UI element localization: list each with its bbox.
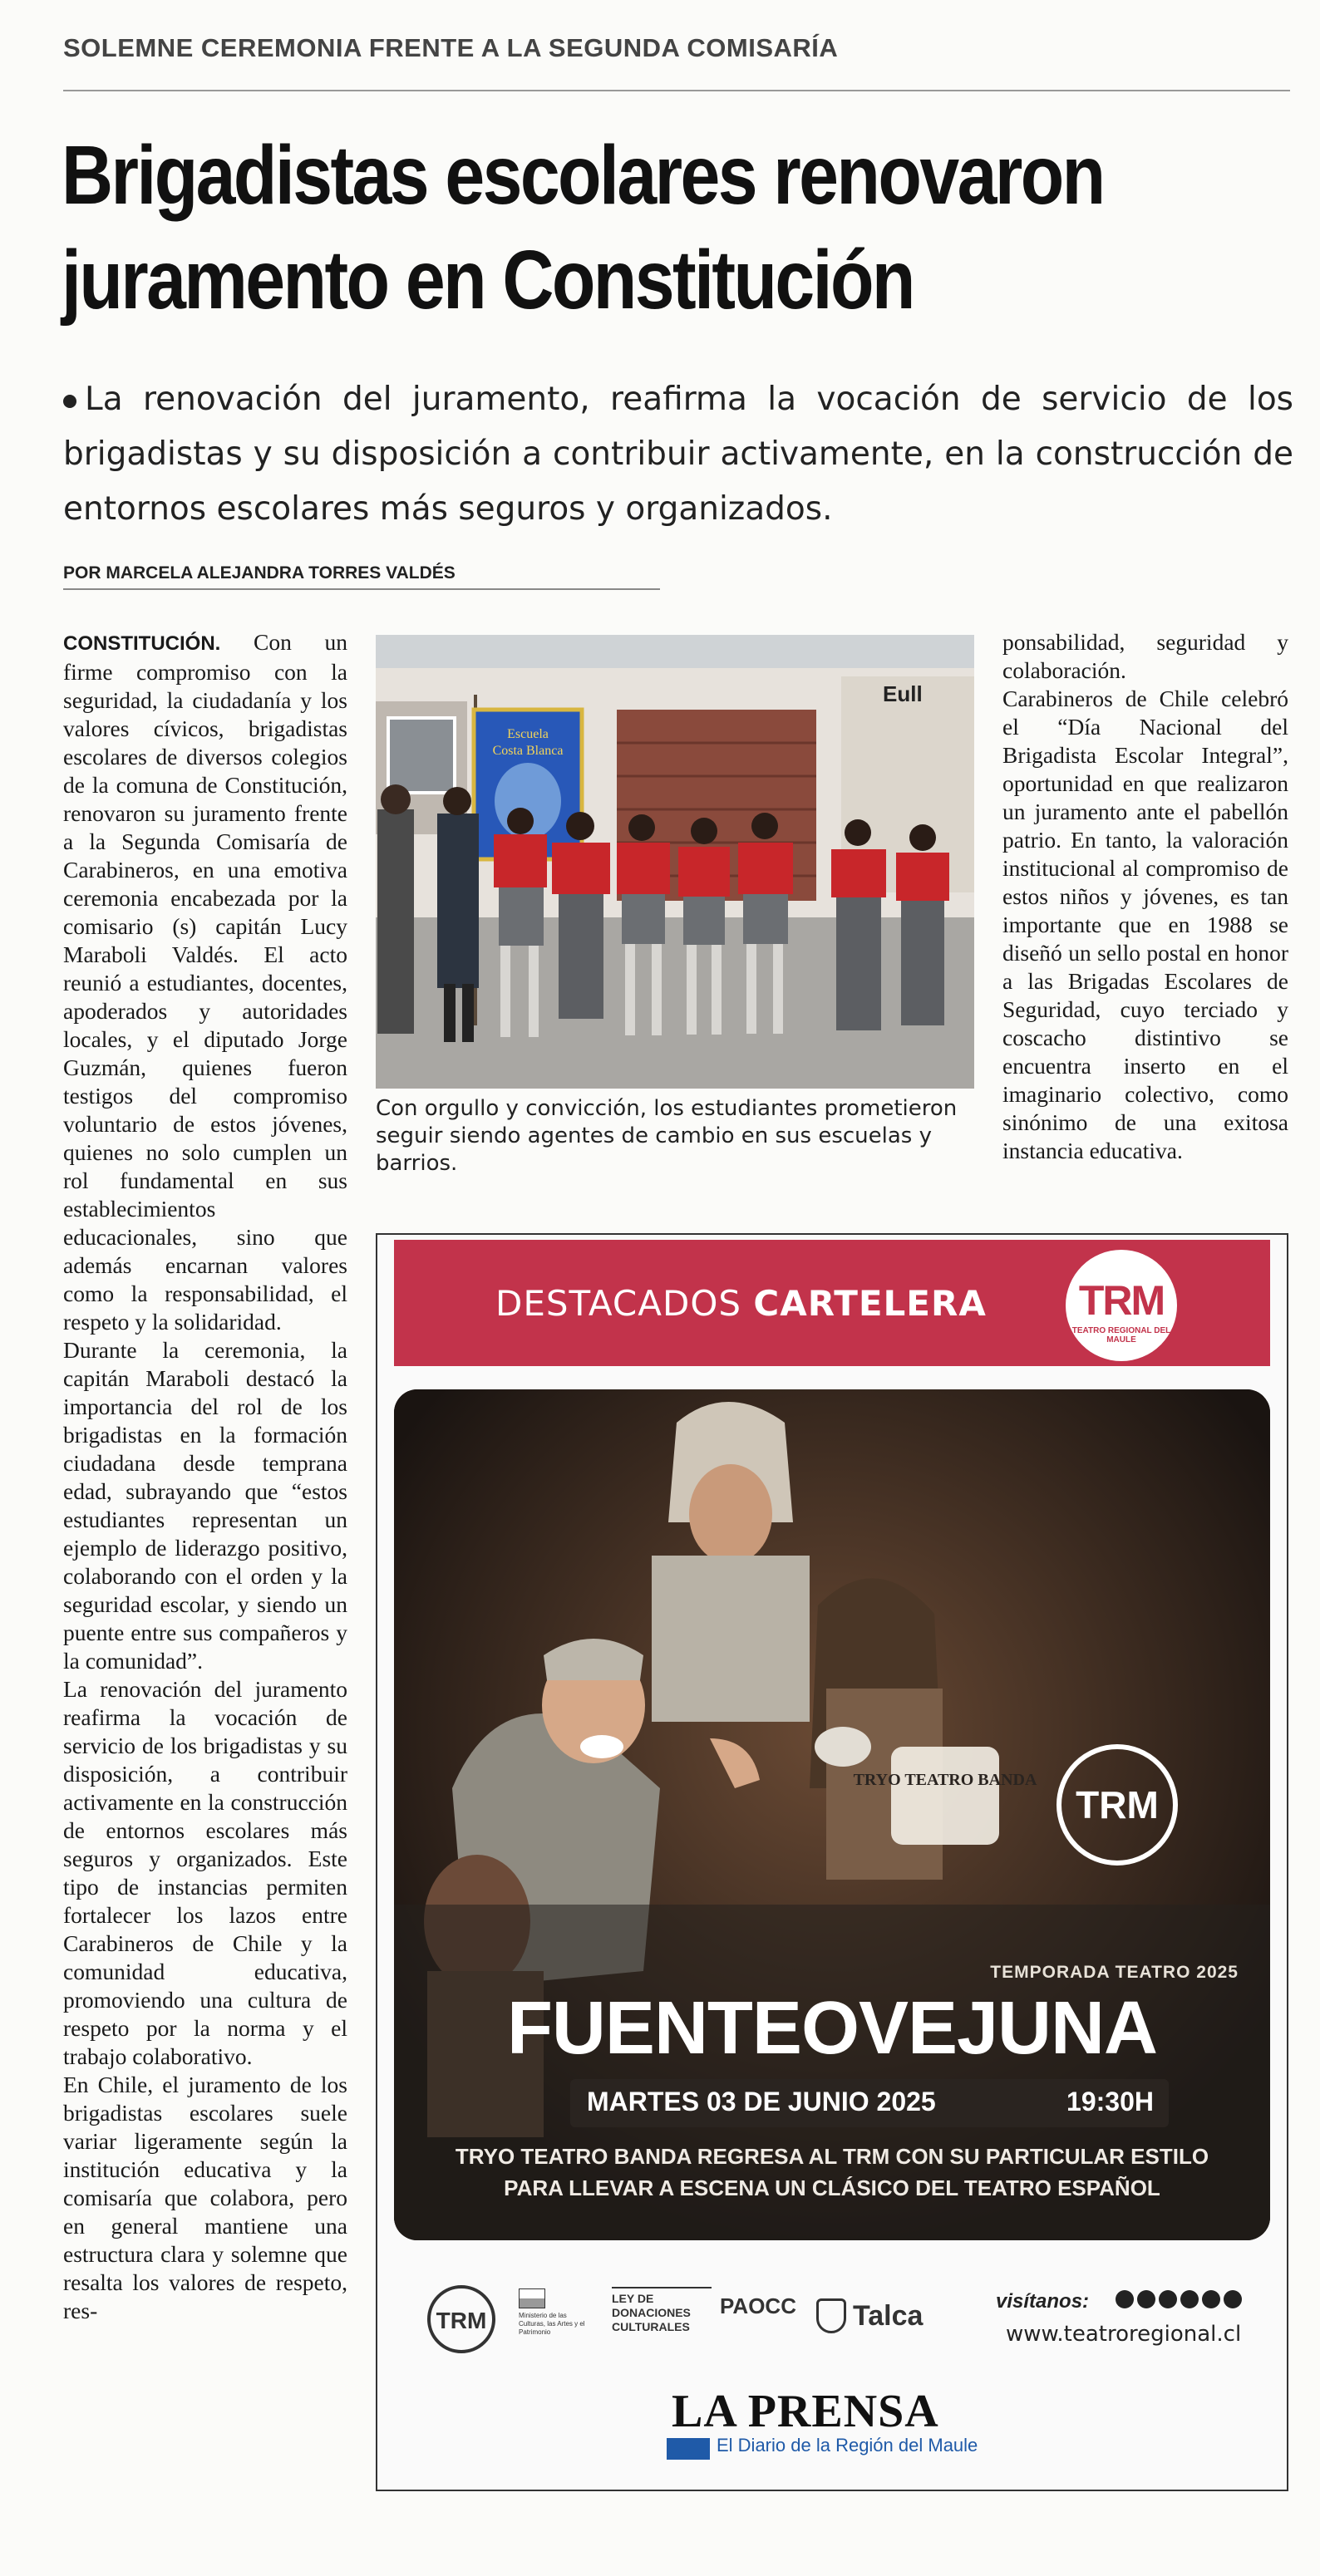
- headline-line-2: juramento en Constitución: [62, 234, 914, 327]
- tiktok-icon[interactable]: [1202, 2290, 1220, 2308]
- la-prensa-logo: [667, 2385, 991, 2461]
- ley-donaciones-logo: [612, 2287, 712, 2334]
- paocc-logo: PAOCC: [720, 2293, 796, 2318]
- byline-rule: [63, 588, 660, 590]
- x-icon[interactable]: [1180, 2290, 1199, 2308]
- ad-header-title: [495, 1283, 987, 1324]
- trm-poster-logo-text: TRM: [1076, 1783, 1159, 1826]
- ministry-logo: [519, 2288, 594, 2337]
- season-label: TEMPORADA TEATRO 2025: [990, 1963, 1239, 1982]
- kicker: SOLEMNE CEREMONIA FRENTE A LA SEGUNDA COMISARÍA: [63, 33, 839, 62]
- ministry-logo-text: Ministerio de las Culturas, las Artes y el Patrimonio: [519, 2312, 585, 2336]
- ad-tagline: [444, 2141, 1220, 2204]
- la-prensa-bar-icon: [667, 2438, 710, 2460]
- paragraph-3: La renovación del juramento reafirma la vocación de servicio de los brigadistas y su disposición, a contribuir activamente en la construcción de entornos escolares más seguros y organizados. Este tipo de instancias permiten fortalecer los lazos entre Carabineros de Chile y la comunidad educativa, promoviendo una cultura de respeto por la norma y el trabajo colaborativo.: [63, 1676, 347, 2069]
- deck-text: La renovación del juramento, reafirma la vocación de servicio de los brigadistas y su disposición a contribuir activamente, en la construcción de entornos escolares más seguros y organizados.: [63, 381, 1293, 528]
- theatre-advertisement: [376, 1233, 1288, 2491]
- paragraph-2: Durante la ceremonia, la capitán Maraboli destacó la importancia del rol de los brigadistas en la formación ciudadana desde temprana edad, subrayando que “estos estudiantes representan un ejemplo de liderazgo positivo, colaborando con el orden y la seguridad escolar, y siendo un puente entre sus compañeros y la comunidad”.: [63, 1337, 347, 1674]
- trm-footer-logo: TRM: [427, 2285, 495, 2353]
- photo-caption: Con orgullo y convicción, los estudiantes prometieron seguir siendo agentes de cambio en sus escuelas y barrios.: [376, 1096, 958, 1176]
- trm-logo-text: TRM: [1078, 1277, 1165, 1324]
- ad-header: [394, 1240, 1270, 1366]
- paragraph-1: [63, 628, 347, 1336]
- paragraph-6: Carabineros de Chile celebró el “Día Nacional del Brigadista Escolar Integral”, oportunidad en que realizaron un juramento ante el pabellón patrio. En tanto, la valoración institucional al compromiso de estos niños y jóvenes, es tan importante que en 1988 se diseñó un sello postal en honor a las Brigadas Escolares de Seguridad, cuyo terciado y coscacho distintivo se encuentra inserto en el imaginario colectivo, como sinónimo de una exitosa instancia educativa.: [1002, 686, 1288, 1163]
- sponsor-logos: [394, 2254, 1270, 2370]
- la-prensa-name: LA PRENSA: [672, 2386, 939, 2437]
- banner-text-2: Costa Blanca: [492, 744, 564, 758]
- paragraph-4: En Chile, el juramento de los brigadistas escolares suele variar ligeramente según la institución educativa y la comisaría que colabora, pero en general mantiene una estructura clara y solemne que resalta los valores de respeto, res-: [63, 2072, 347, 2323]
- article-column-1: [63, 628, 347, 2325]
- article-column-3: [1002, 628, 1288, 1165]
- facebook-icon[interactable]: [1116, 2290, 1134, 2308]
- ley-line-3: CULTURALES: [612, 2320, 690, 2333]
- la-prensa-subtitle: El Diario de la Región del Maule: [717, 2435, 978, 2456]
- gob-flag-icon: [519, 2288, 545, 2308]
- ley-line-2: DONACIONES: [612, 2306, 691, 2319]
- spotify-icon[interactable]: [1224, 2290, 1242, 2308]
- performance-date: MARTES 03 DE JUNIO 2025: [587, 2087, 936, 2116]
- ad-tagline-line-2: PARA LLEVAR A ESCENA UN CLÁSICO DEL TEATRO ESPAÑOL: [504, 2175, 1160, 2200]
- headline-line-1: Brigadistas escolares renovaron: [62, 129, 1104, 222]
- play-title: FUENTEOVEJUNA: [506, 1987, 1158, 2070]
- building-sign: Eull: [883, 681, 923, 706]
- ley-line-1: LEY DE: [612, 2292, 654, 2305]
- instagram-icon[interactable]: [1137, 2290, 1155, 2308]
- ad-header-bold: CARTELERA: [753, 1283, 987, 1324]
- dateline: CONSTITUCIÓN.: [63, 632, 221, 655]
- date-bar: [570, 2079, 1169, 2127]
- trm-logo: [1066, 1250, 1177, 1361]
- banner-text-1: Escuela: [507, 727, 549, 741]
- visit-label: visítanos:: [996, 2290, 1090, 2313]
- tryo-teatro-banda-text: TRYO TEATRO BANDA: [853, 1771, 1037, 1789]
- students-ceremony-photo: [376, 635, 974, 1089]
- trm-logo-subtext: TEATRO REGIONAL DEL MAULE: [1071, 1326, 1171, 1345]
- byline: POR MARCELA ALEJANDRA TORRES VALDÉS: [63, 563, 456, 583]
- paragraph-5: ponsabilidad, seguridad y colaboración.: [1002, 629, 1288, 683]
- ad-header-light: DESTACADOS: [495, 1283, 742, 1324]
- article-photo: [376, 635, 974, 1089]
- top-rule: [63, 90, 1290, 91]
- website-link[interactable]: www.teatroregional.cl: [1006, 2322, 1242, 2347]
- paragraph-1-text: Con un firme compromiso con la seguridad, la ciudadanía y los valores cívicos, brigadistas escolares de diversos colegios de la comuna de Constitución, renovaron su juramento frente a la Segunda Comisaría de Carabineros, en una emotiva ceremonia encabezada por la comisario (s) capitán Lucy Maraboli Valdés. El acto reunió a estudiantes, docentes, apoderados y autoridades locales, y el diputado Jorge Guzmán, quienes fueron testigos del compromiso voluntario de estos jóvenes, quienes no solo cumplen un rol fundamental en sus establecimientos educacionales, sino que además encarnan valores como la responsabilidad, el respeto y la solidaridad.: [63, 629, 348, 1335]
- ad-tagline-line-1: TRYO TEATRO BANDA REGRESA AL TRM CON SU PARTICULAR ESTILO: [455, 2144, 1209, 2169]
- talca-shield-icon: [816, 2298, 846, 2333]
- youtube-icon[interactable]: [1159, 2290, 1177, 2308]
- deck: [63, 372, 1293, 537]
- bullet-icon: [63, 395, 76, 408]
- social-icons: [1116, 2290, 1245, 2313]
- ad-poster: [394, 1389, 1270, 2240]
- headline: [62, 123, 1126, 332]
- talca-logo: Talca: [853, 2300, 924, 2332]
- performance-time: 19:30H: [1066, 2087, 1154, 2116]
